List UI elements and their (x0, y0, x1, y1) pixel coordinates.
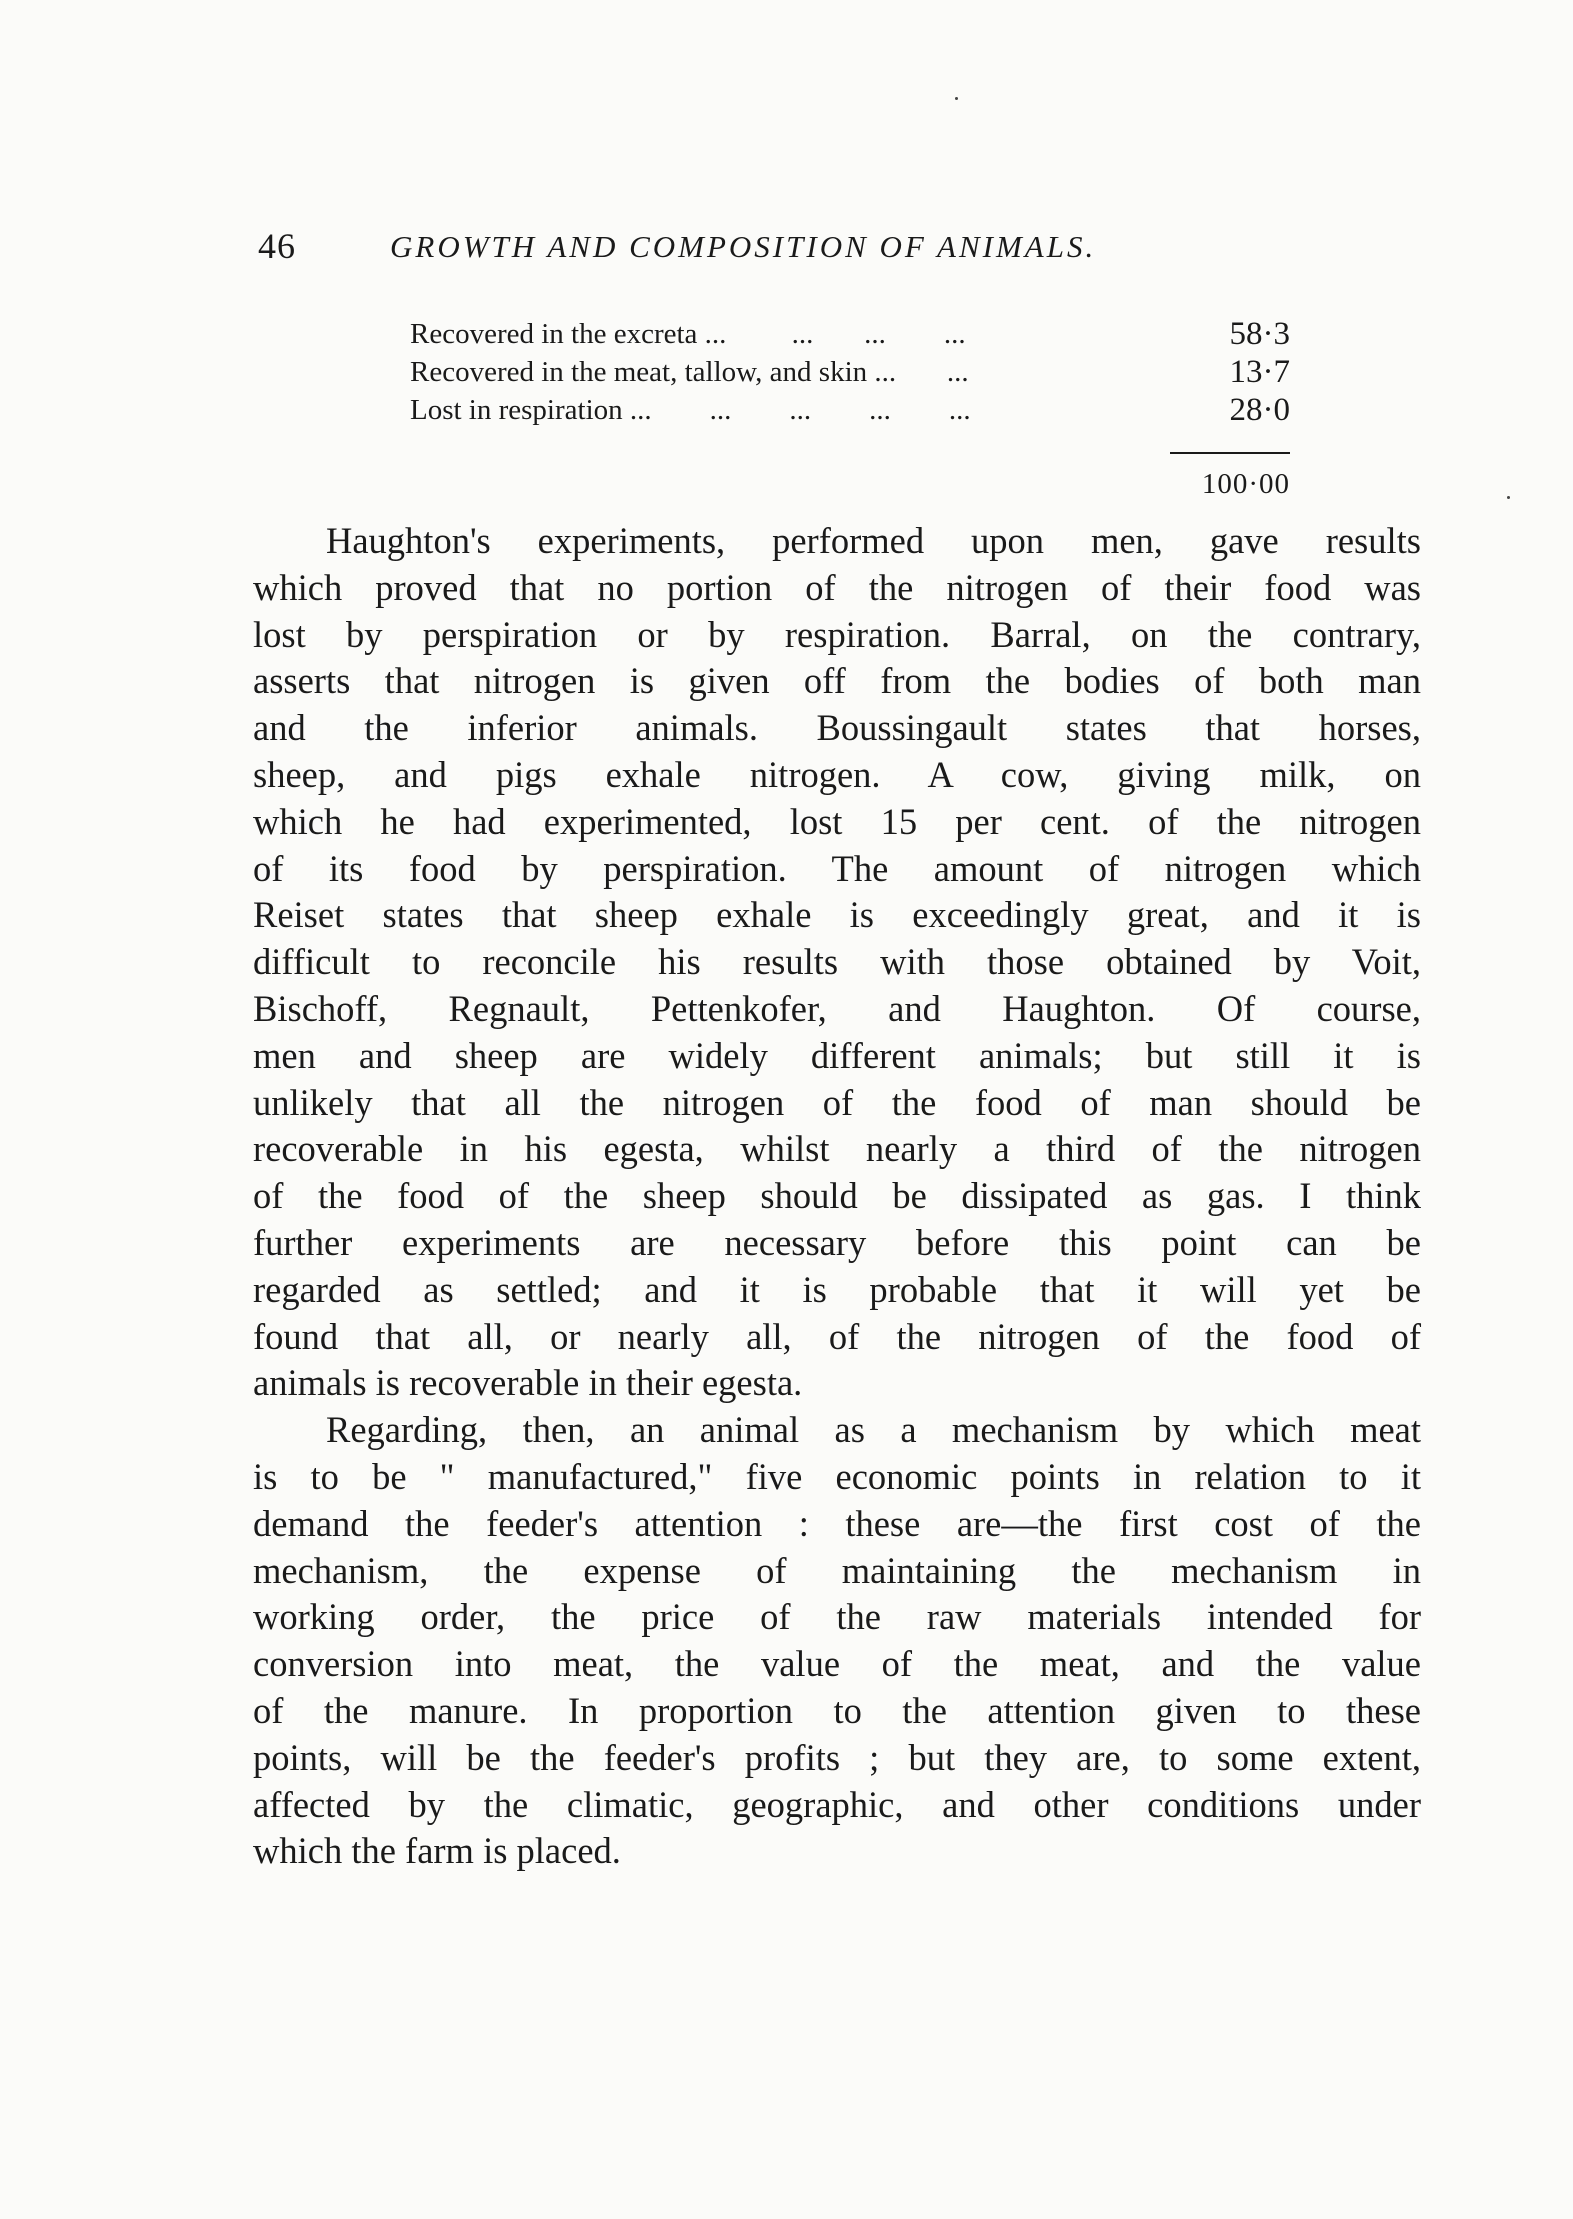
text-line: asserts that nitrogen is given off from the bodies of both man (253, 660, 1421, 702)
text-line: of the manure. In proportion to the attention given to these (253, 1689, 1421, 1731)
text-line: of its food by perspiration. The amount of nitrogen which (253, 847, 1421, 889)
text-line: men and sheep are widely different animals; but still it is (253, 1034, 1421, 1076)
row-label: Recovered in the meat, tallow, and skin ... ... (410, 356, 969, 388)
text-line: is to be " manufactured," five economic points in relation to it (253, 1455, 1421, 1497)
text-line: lost by perspiration or by respiration. Barral, on the contrary, (253, 613, 1421, 655)
text-line: animals is recoverable in their egesta. (253, 1362, 803, 1404)
page-header (258, 225, 1318, 275)
text-line: of the food of the sheep should be dissipated as gas. I think (253, 1175, 1421, 1217)
row-label: Recovered in the excreta ... ... ... ... (410, 318, 966, 350)
text-line: points, will be the feeder's profits ; but they are, to some extent, (253, 1736, 1421, 1778)
row-value: 58·3 (1229, 316, 1290, 352)
text-line: Haughton's experiments, performed upon men, gave results (326, 520, 1421, 561)
text-line: working order, the price of the raw materials intended for (253, 1596, 1421, 1638)
text-line: mechanism, the expense of maintaining the mechanism in (253, 1549, 1421, 1591)
total-rule (1170, 452, 1290, 454)
paragraph (253, 518, 1421, 1407)
table-total: 100·00 (1201, 468, 1290, 500)
text-line: sheep, and pigs exhale nitrogen. A cow, giving milk, on (253, 753, 1421, 795)
text-line: found that all, or nearly all, of the nitrogen of the food of (253, 1315, 1421, 1357)
text-line: which he had experimented, lost 15 per cent. of the nitrogen (253, 800, 1421, 842)
running-title: GROWTH AND COMPOSITION OF ANIMALS. (390, 229, 1097, 264)
text-line: difficult to reconcile his results with those obtained by Voit, (253, 941, 1421, 983)
text-line: unlikely that all the nitrogen of the food of man should be (253, 1081, 1421, 1123)
text-line: conversion into meat, the value of the meat, and the value (253, 1643, 1421, 1685)
text-line: recoverable in his egesta, whilst nearly a third of the nitrogen (253, 1128, 1421, 1170)
text-line: regarded as settled; and it is probable that it will yet be (253, 1268, 1421, 1310)
text-line: Reiset states that sheep exhale is exceedingly great, and it is (253, 894, 1421, 936)
table-row (410, 394, 1300, 432)
table-row (410, 318, 1300, 356)
text-line: Regarding, then, an animal as a mechanism by which meat (326, 1409, 1421, 1451)
text-line: and the inferior animals. Boussingault states that horses, (253, 707, 1421, 749)
text-line: affected by the climatic, geographic, and other conditions under (253, 1783, 1421, 1825)
row-value: 28·0 (1229, 392, 1290, 428)
paragraph (253, 1407, 1421, 1875)
table-row (410, 356, 1300, 394)
row-value: 13·7 (1229, 354, 1290, 390)
page-number: 46 (258, 226, 296, 266)
text-line: further experiments are necessary before this point can be (253, 1221, 1421, 1263)
nitrogen-table (410, 316, 1300, 500)
scan-speck (955, 97, 958, 100)
text-line: which the farm is placed. (253, 1830, 621, 1872)
text-line: demand the feeder's attention : these are—the first cost of the (253, 1502, 1421, 1544)
row-label: Lost in respiration ... ... ... ... ... (410, 394, 971, 426)
text-line: which proved that no portion of the nitrogen of their food was (253, 566, 1421, 608)
body-text (253, 518, 1421, 1875)
scan-speck (1507, 496, 1510, 499)
text-line: Bischoff, Regnault, Pettenkofer, and Haughton. Of course, (253, 987, 1421, 1029)
